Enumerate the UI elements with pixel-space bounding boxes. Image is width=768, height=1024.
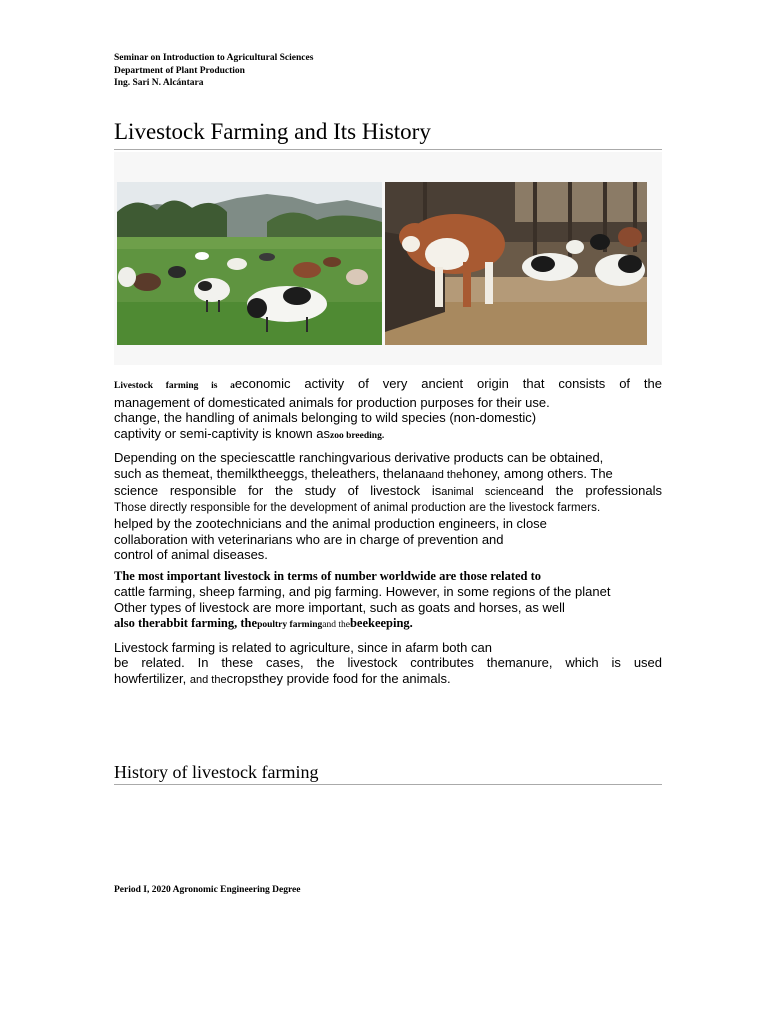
text-line: change, the handling of animals belonging to wild species (non-domestic) (114, 410, 537, 425)
text-line: captivity or semi-captivity is known aszoo breeding. (114, 425, 385, 441)
paragraph-types (114, 569, 662, 634)
text-line: science responsible for the study of livestock isanimal scienceand the professionals (114, 483, 662, 498)
document-header (114, 52, 313, 90)
title-divider (114, 149, 662, 150)
term-livestock-farming: Livestock farming is a (114, 381, 235, 391)
course-name: Seminar on Introduction to Agricultural Sciences (114, 53, 314, 63)
paragraph-definition (114, 376, 662, 444)
paragraph-products (114, 450, 662, 563)
page-footer: Period I, 2020 Agronomic Engineering Degree (114, 885, 301, 895)
text-line: control of animal diseases. (114, 547, 268, 562)
text-line: such as themeat, themilktheeggs, theleathers, thelanaand thehoney, among others. The (114, 465, 613, 481)
text-line: Those directly responsible for the development of animal production are the livestock farmers. (114, 501, 601, 514)
text-line: Other types of livestock are more important, such as goats and horses, as well (114, 599, 565, 615)
text-line: helped by the zootechnicians and the animal production engineers, in close (114, 516, 547, 531)
photo-panel (114, 152, 662, 365)
barn-cows-photo (385, 182, 647, 345)
department-name: Department of Plant Production (114, 65, 245, 76)
paragraph-agriculture (114, 640, 662, 689)
text-line: be related. In these cases, the livestock contributes themanure, which is used (114, 655, 662, 670)
intro-text (114, 376, 662, 694)
text-line: Livestock farming is aeconomic activity of very ancient origin that consists of the (114, 376, 662, 391)
text-line: The most important livestock in terms of number worldwide are those related to (114, 568, 542, 583)
pasture-cows-photo (117, 182, 382, 345)
text-line: Depending on the speciescattle ranchingvarious derivative products can be obtained, (114, 450, 604, 465)
page-title: Livestock Farming and Its History (114, 119, 431, 144)
text-line: Livestock farming is related to agriculture, since in afarm both can (114, 639, 492, 655)
text-line: howfertilizer, and thecropsthey provide food for the animals. (114, 670, 451, 686)
author-name: Ing. Sari N. Alcántara (114, 78, 204, 88)
section-divider (114, 784, 662, 785)
text-line: collaboration with veterinarians who are in charge of prevention and (114, 531, 504, 547)
term-animal-science: animal science (441, 486, 523, 498)
text-line: also therabbit farming, thepoultry farmingand thebeekeeping. (114, 616, 413, 630)
term-zoo-breeding: zoo breeding. (330, 430, 385, 441)
text-line: management of domesticated animals for production purposes for their use. (114, 394, 550, 410)
text-line: cattle farming, sheep farming, and pig farming. However, in some regions of the planet (114, 584, 611, 599)
section-heading-history: History of livestock farming (114, 762, 319, 782)
